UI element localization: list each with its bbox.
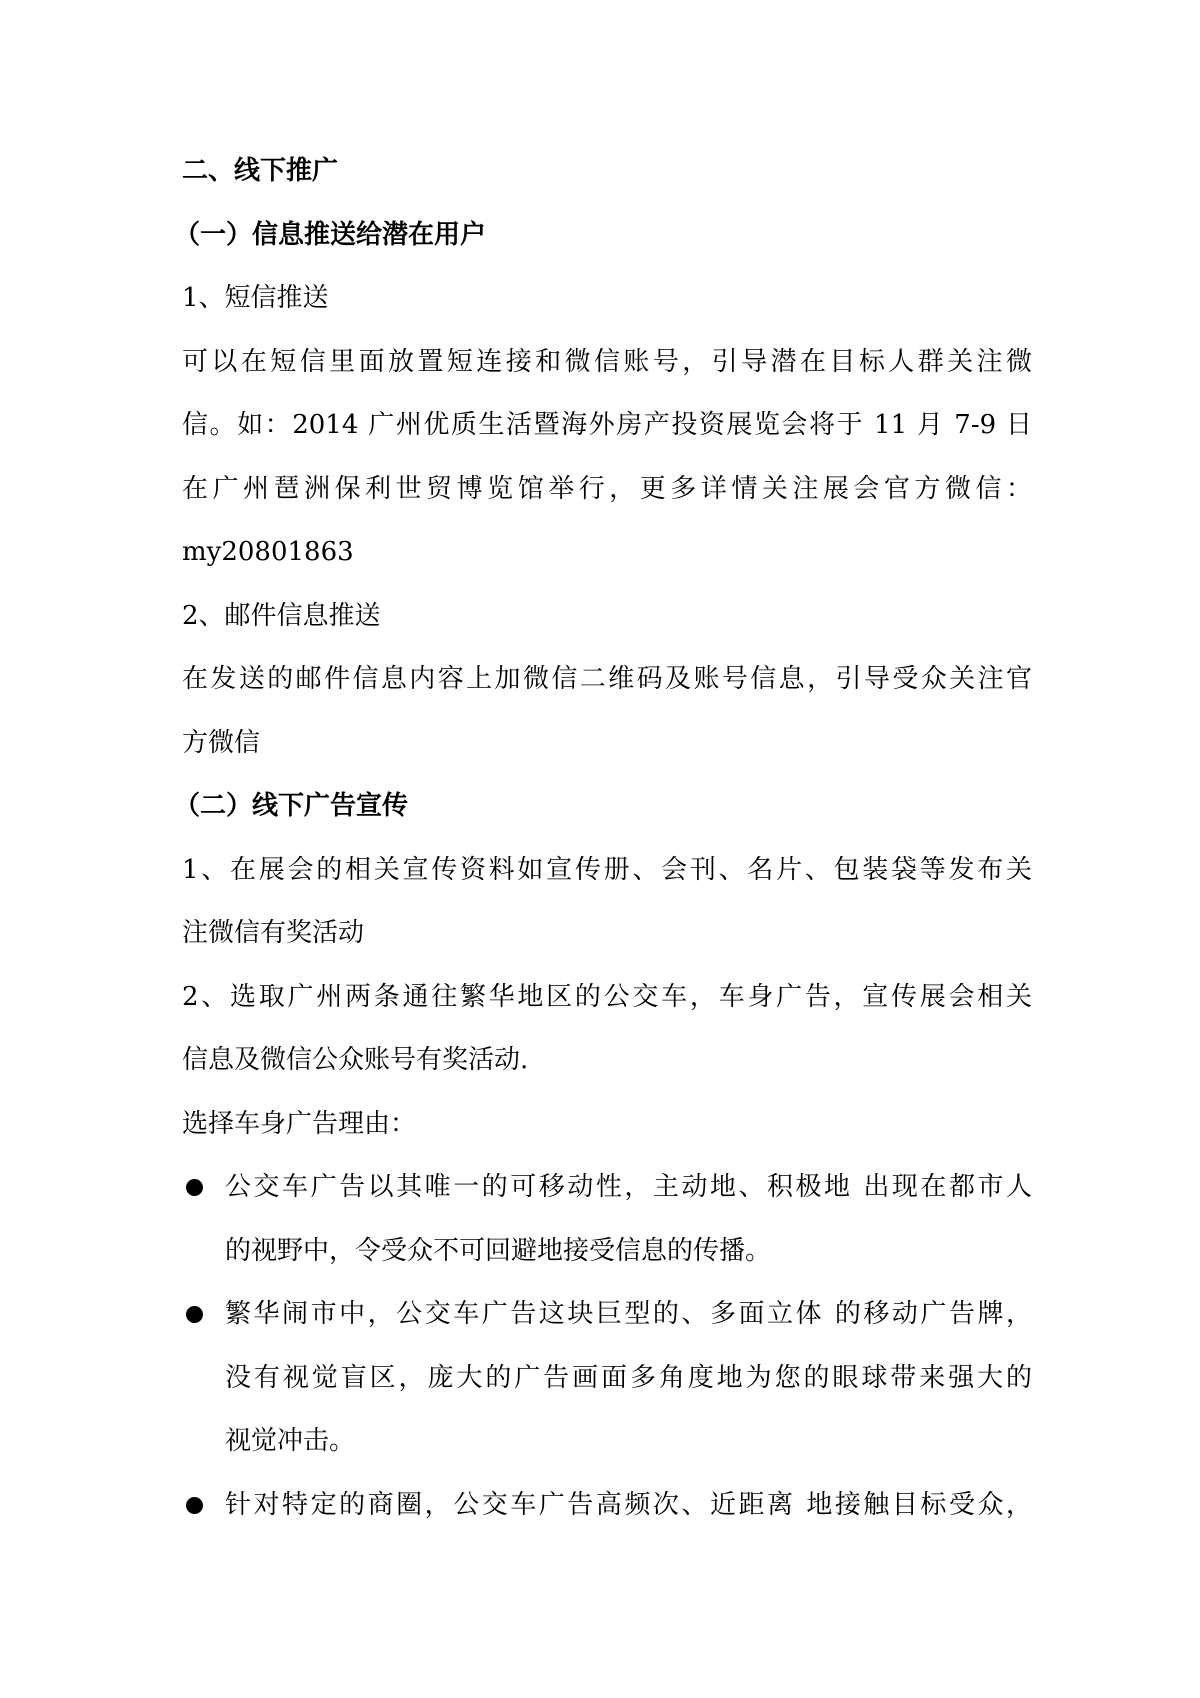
bullet-dot-icon xyxy=(186,1497,203,1514)
bullet-line: 针对特定的商圈，公交车广告高频次、近距离 地接触目标受众， xyxy=(225,1489,1032,1520)
section2-item2-line: 2、选取广州两条通往繁华地区的公交车，车身广告，宣传展会相关 xyxy=(182,981,1032,1012)
section2-item1-line: 1、在展会的相关宣传资料如宣传册、会刊、名片、包装袋等发布关 xyxy=(182,854,1032,885)
section1-item1-line: 在广州琶洲保利世贸博览馆举行，更多详情关注展会官方微信： xyxy=(182,473,1032,504)
section2-item1-line: 注微信有奖活动 xyxy=(182,918,365,948)
section1-title: （一）信息推送给潜在用户 xyxy=(174,219,487,250)
bullet-line: 没有视觉盲区，庞大的广告画面多角度地为您的眼球带来强大的 xyxy=(225,1362,1032,1393)
page-heading: 二、线下推广 xyxy=(182,156,339,186)
section1-item1-line: 信。如：2014 广州优质生活暨海外房产投资展览会将于 11 月 7-9 日 xyxy=(182,410,1032,440)
section1-item1-label: 1、短信推送 xyxy=(182,283,329,313)
section2-item2-line: 信息及微信公众账号有奖活动. xyxy=(182,1045,529,1075)
section1-item1-line: 可以在短信里面放置短连接和微信账号，引导潜在目标人群关注微 xyxy=(182,346,1032,377)
bullet-item xyxy=(182,1283,1032,1474)
bullet-item xyxy=(182,1474,1032,1538)
bullet-line: 公交车广告以其唯一的可移动性，主动地、积极地 出现在都市人 xyxy=(225,1172,1032,1202)
bullet-dot-icon xyxy=(186,1179,203,1196)
section1-item1-line: my20801863 xyxy=(182,537,354,567)
bullet-dot-icon xyxy=(186,1306,203,1323)
section1-item2-line: 在发送的邮件信息内容上加微信二维码及账号信息，引导受众关注官 xyxy=(182,664,1032,694)
document-page xyxy=(174,140,1032,1537)
bullet-item xyxy=(182,1156,1032,1283)
section1-item2-label: 2、邮件信息推送 xyxy=(182,600,381,631)
bullet-line: 视觉冲击。 xyxy=(225,1426,356,1456)
section1-item2-line: 方微信 xyxy=(182,727,261,758)
bullet-line: 的视野中，令受众不可回避地接受信息的传播。 xyxy=(225,1235,772,1266)
section2-title: （二）线下广告宣传 xyxy=(174,791,409,821)
bullet-line: 繁华闹市中，公交车广告这块巨型的、多面立体 的移动广告牌， xyxy=(225,1299,1032,1329)
reasons-label: 选择车身广告理由： xyxy=(182,1108,417,1139)
